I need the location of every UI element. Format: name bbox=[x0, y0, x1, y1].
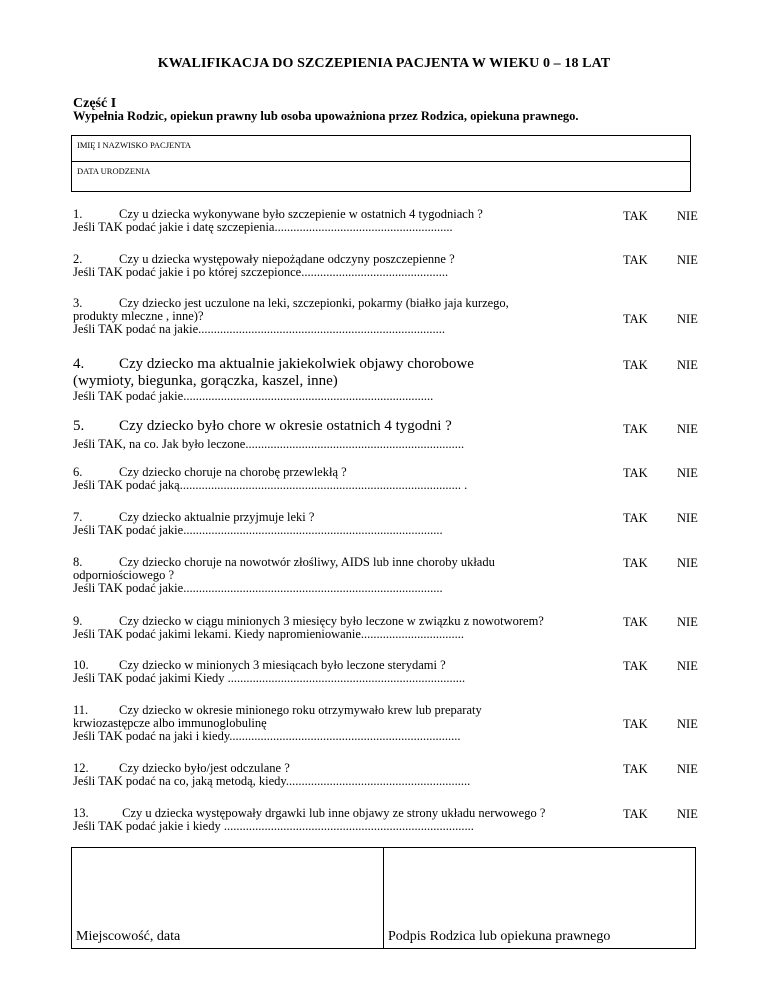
answer-no-6[interactable]: NIE bbox=[677, 466, 698, 480]
question-text: Czy u dziecka wykonywane było szczepienie w ostatnich 4 tygodniach ? bbox=[119, 207, 483, 221]
question-text-continued: produkty mleczne , inne)? bbox=[73, 309, 204, 323]
question-detail-prompt: Jeśli TAK podać jakie................................................................................... bbox=[73, 523, 443, 537]
answer-yes-9[interactable]: TAK bbox=[623, 615, 648, 629]
question-detail-prompt: Jeśli TAK podać jakimi lekami. Kiedy napromieniowanie................................. bbox=[73, 627, 465, 641]
answer-yes-13[interactable]: TAK bbox=[623, 807, 648, 821]
question-number: 9. bbox=[73, 614, 83, 628]
patient-name-field[interactable] bbox=[71, 135, 691, 162]
document-title: KWALIFIKACJA DO SZCZEPIENIA PACJENTA W WIEKU 0 – 18 LAT bbox=[157, 56, 611, 71]
answer-no-8[interactable]: NIE bbox=[677, 556, 698, 570]
question-text-continued: krwiozastępcze albo immunoglobulinę bbox=[73, 716, 267, 730]
place-date-field[interactable] bbox=[72, 848, 384, 948]
question-detail-prompt: Jeśli TAK podać jakie i po której szczepionce............................................... bbox=[73, 265, 449, 279]
question-text: Czy dziecko w okresie minionego roku otrzymywało krew lub preparaty bbox=[119, 703, 482, 717]
question-detail-prompt: Jeśli TAK podać na jakie............................................................................... bbox=[73, 322, 445, 336]
answer-no-2[interactable]: NIE bbox=[677, 253, 698, 267]
answer-no-7[interactable]: NIE bbox=[677, 511, 698, 525]
parent-signature-label: Podpis Rodzica lub opiekuna prawnego bbox=[388, 929, 611, 944]
answer-no-13[interactable]: NIE bbox=[677, 807, 698, 821]
question-number: 8. bbox=[73, 555, 83, 569]
answer-no-5[interactable]: NIE bbox=[677, 422, 698, 436]
patient-name-label: IMIĘ I NAZWISKO PACJENTA bbox=[77, 140, 191, 150]
question-number: 6. bbox=[73, 465, 83, 479]
question-9 bbox=[73, 615, 618, 641]
parent-signature-field[interactable] bbox=[384, 848, 695, 948]
question-detail-prompt: Jeśli TAK podać jakie i kiedy ................................................................................ bbox=[73, 819, 474, 833]
answer-yes-6[interactable]: TAK bbox=[623, 466, 648, 480]
question-8 bbox=[73, 556, 633, 595]
question-number: 11. bbox=[73, 703, 89, 717]
question-detail-prompt: Jeśli TAK podać jaką.......................................................................................... . bbox=[73, 478, 468, 492]
question-detail-prompt: Jeśli TAK podać na co, jaką metodą, kiedy........................................................... bbox=[73, 774, 471, 788]
question-text: Czy dziecko choruje na nowotwór złośliwy, AIDS lub inne choroby układu bbox=[119, 555, 495, 569]
question-number: 3. bbox=[73, 296, 83, 310]
question-6 bbox=[73, 466, 633, 492]
question-detail-prompt: Jeśli TAK podać jakie................................................................................ bbox=[73, 389, 434, 403]
question-5 bbox=[73, 418, 633, 451]
question-number: 10. bbox=[73, 658, 89, 672]
question-10 bbox=[73, 659, 633, 685]
answer-yes-2[interactable]: TAK bbox=[623, 253, 648, 267]
instructions-text: Wypełnia Rodzic, opiekun prawny lub osoba upoważniona przez Rodzica, opiekuna prawnego. bbox=[73, 109, 579, 123]
question-number: 13. bbox=[73, 806, 89, 820]
question-1 bbox=[73, 208, 633, 234]
answer-no-11[interactable]: NIE bbox=[677, 717, 698, 731]
question-detail-prompt: Jeśli TAK podać jakie i datę szczepienia......................................................... bbox=[73, 220, 453, 234]
question-detail-prompt: Jeśli TAK podać jakie................................................................................... bbox=[73, 581, 443, 595]
question-text-continued: odporniościowego ? bbox=[73, 568, 175, 582]
question-detail-prompt: Jeśli TAK, na co. Jak było leczone...................................................................... bbox=[73, 437, 465, 451]
question-text: Czy dziecko choruje na chorobę przewlekłą ? bbox=[119, 465, 347, 479]
answer-no-10[interactable]: NIE bbox=[677, 659, 698, 673]
answer-yes-11[interactable]: TAK bbox=[623, 717, 648, 731]
question-number: 1. bbox=[73, 207, 83, 221]
answer-yes-10[interactable]: TAK bbox=[623, 659, 648, 673]
question-text: Czy dziecko było chore w okresie ostatnich 4 tygodni ? bbox=[119, 418, 452, 434]
question-text-continued: (wymioty, biegunka, gorączka, kaszel, inne) bbox=[73, 373, 338, 389]
question-text: Czy dziecko w ciągu minionych 3 miesięcy było leczone w związku z nowotworem? bbox=[119, 614, 544, 628]
question-text: Czy dziecko było/jest odczulane ? bbox=[119, 761, 290, 775]
answer-yes-8[interactable]: TAK bbox=[623, 556, 648, 570]
question-number: 12. bbox=[73, 761, 89, 775]
answer-yes-1[interactable]: TAK bbox=[623, 209, 648, 223]
part-heading: Część I bbox=[73, 96, 117, 111]
question-text: Czy dziecko jest uczulone na leki, szczepionki, pokarmy (białko jaja kurzego, bbox=[119, 296, 509, 310]
question-number: 4. bbox=[73, 356, 85, 372]
answer-no-4[interactable]: NIE bbox=[677, 358, 698, 372]
answer-yes-12[interactable]: TAK bbox=[623, 762, 648, 776]
question-number: 2. bbox=[73, 252, 83, 266]
answer-yes-3[interactable]: TAK bbox=[623, 312, 648, 326]
answer-yes-5[interactable]: TAK bbox=[623, 422, 648, 436]
question-11 bbox=[73, 704, 633, 743]
birth-date-label: DATA URODZENIA bbox=[77, 166, 151, 176]
question-detail-prompt: Jeśli TAK podać na jaki i kiedy.......................................................................... bbox=[73, 729, 461, 743]
question-4 bbox=[73, 356, 633, 403]
question-12 bbox=[73, 762, 633, 788]
answer-no-9[interactable]: NIE bbox=[677, 615, 698, 629]
question-text: Czy dziecko aktualnie przyjmuje leki ? bbox=[119, 510, 315, 524]
signature-table bbox=[71, 847, 696, 949]
answer-no-1[interactable]: NIE bbox=[677, 209, 698, 223]
place-date-label: Miejscowość, data bbox=[76, 929, 181, 944]
answer-yes-4[interactable]: TAK bbox=[623, 358, 648, 372]
question-text: Czy u dziecka występowały drgawki lub inne objawy ze strony układu nerwowego ? bbox=[119, 806, 546, 820]
birth-date-field[interactable] bbox=[71, 161, 691, 192]
question-13 bbox=[73, 807, 618, 833]
question-text: Czy u dziecka występowały niepożądane odczyny poszczepienne ? bbox=[119, 252, 455, 266]
question-detail-prompt: Jeśli TAK podać jakimi Kiedy ............................................................................ bbox=[73, 671, 466, 685]
question-text: Czy dziecko ma aktualnie jakiekolwiek objawy chorobowe bbox=[119, 356, 474, 372]
question-number: 5. bbox=[73, 418, 85, 434]
answer-no-3[interactable]: NIE bbox=[677, 312, 698, 326]
question-2 bbox=[73, 253, 633, 279]
answer-no-12[interactable]: NIE bbox=[677, 762, 698, 776]
question-number: 7. bbox=[73, 510, 83, 524]
question-text: Czy dziecko w minionych 3 miesiącach było leczone sterydami ? bbox=[119, 658, 446, 672]
answer-yes-7[interactable]: TAK bbox=[623, 511, 648, 525]
question-7 bbox=[73, 511, 633, 537]
question-3 bbox=[73, 297, 633, 336]
